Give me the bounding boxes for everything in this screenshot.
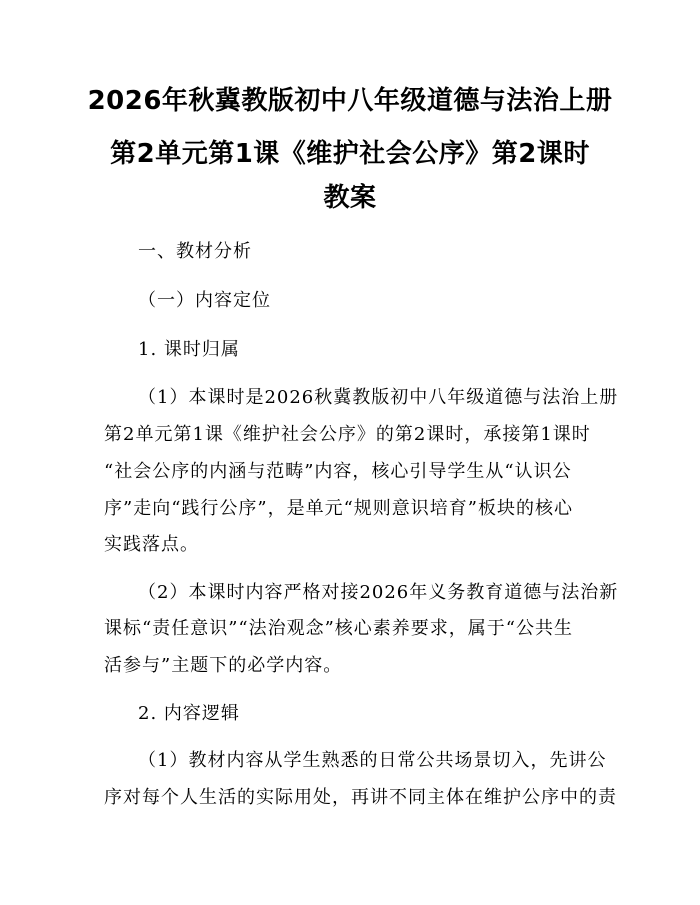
paragraph-1-line-2: 第2单元第1课《维护社会公序》的第2课时，承接第1课时 <box>104 424 591 445</box>
paragraph-2-line-2: 课标“责任意识”“法治观念”核心素养要求，属于“公共生 <box>104 618 574 639</box>
paragraph-2-line-3: 活参与”主题下的必学内容。 <box>104 655 343 676</box>
paragraph-1-line-3: “社会公序的内涵与范畴”内容，核心引导学生从“认识公 <box>104 461 572 482</box>
paragraph-2-line-1: （2）本课时内容严格对接2026年义务教育道德与法治新 <box>138 582 619 603</box>
document-title-line-3: 教案 <box>323 183 377 213</box>
item-heading-content-logic: 2. 内容逻辑 <box>138 703 240 724</box>
section-heading-materials-analysis: 一、教材分析 <box>138 241 252 262</box>
item-heading-lesson-attribution: 1. 课时归属 <box>138 339 240 360</box>
paragraph-1-line-1: （1）本课时是2026秋冀教版初中八年级道德与法治上册 <box>138 387 619 408</box>
paragraph-1-line-4: 序”走向“践行公序”，是单元“规则意识培育”板块的核心 <box>104 498 574 519</box>
subsection-heading-content-position: （一）内容定位 <box>138 290 271 311</box>
paragraph-3-line-2: 序对每个人生活的实际用处，再讲不同主体在维护公序中的责 <box>104 787 617 808</box>
paragraph-1-line-5: 实践落点。 <box>104 534 199 555</box>
document-title-line-1: 2026年秋冀教版初中八年级道德与法治上册 <box>87 86 613 116</box>
paragraph-3-line-1: （1）教材内容从学生熟悉的日常公共场景切入，先讲公 <box>138 750 607 771</box>
document-title-line-2: 第2单元第1课《维护社会公序》第2课时 <box>110 139 590 169</box>
